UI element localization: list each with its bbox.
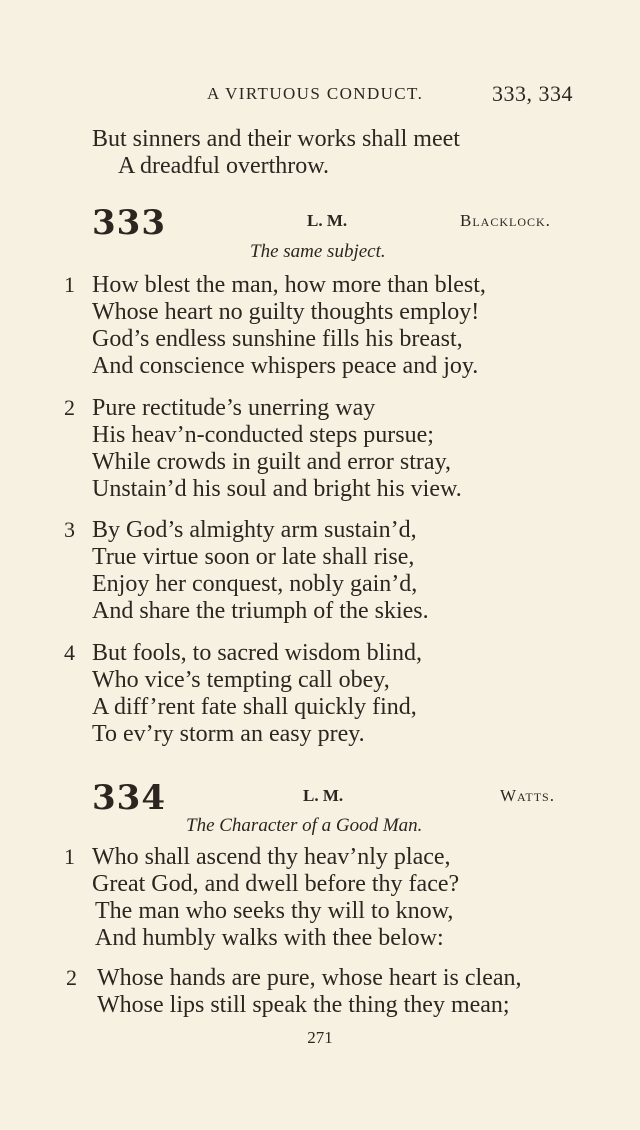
running-head	[0, 81, 640, 110]
verse-line: And humbly walks with thee below:	[95, 925, 444, 951]
hymn-meter: L. M.	[307, 211, 348, 230]
verse-line: Pure rectitude’s unerring way	[92, 395, 376, 421]
running-head-hymn-numbers: 333, 334	[492, 81, 573, 106]
page-number: 271	[307, 1028, 333, 1047]
hymn-number: 333	[92, 203, 166, 243]
verse-line: While crowds in guilt and error stray,	[92, 449, 452, 475]
hymn-heading	[0, 778, 640, 818]
verse-line: God’s endless sunshine fills his breast,	[92, 326, 463, 352]
verse-line: Enjoy her conquest, nobly gain’d,	[92, 571, 418, 597]
verse-number: 1	[64, 272, 75, 297]
verse-number: 3	[64, 517, 75, 542]
verse-line: And conscience whispers peace and joy.	[92, 353, 479, 379]
verse-line: Whose lips still speak the thing they mean;	[97, 992, 510, 1018]
verse-number: 4	[64, 640, 75, 665]
verse-number: 2	[66, 965, 77, 990]
verse-line: The man who seeks thy will to know,	[95, 898, 454, 924]
verse-line: How blest the man, how more than blest,	[92, 272, 486, 298]
verse-line: Who shall ascend thy heav’nly place,	[92, 844, 451, 870]
carryover-line: But sinners and their works shall meet	[92, 126, 460, 152]
verse-number: 2	[64, 395, 75, 420]
verse-line: By God’s almighty arm sustain’d,	[92, 517, 417, 543]
verse-line: His heav’n-conducted steps pursue;	[92, 422, 434, 448]
running-head-title: A VIRTUOUS CONDUCT.	[207, 84, 424, 103]
verse-line: Whose heart no guilty thoughts employ!	[92, 299, 480, 325]
carryover-line: A dreadful overthrow.	[118, 153, 330, 179]
verse-line: A diff’rent fate shall quickly find,	[92, 694, 417, 720]
verse-line: Unstain’d his soul and bright his view.	[92, 476, 462, 502]
verse-line: To ev’ry storm an easy prey.	[92, 721, 365, 747]
hymn-number: 334	[92, 778, 166, 818]
verse-line: Great God, and dwell before thy face?	[92, 871, 460, 897]
hymn-author: Blacklock.	[460, 211, 551, 230]
verse-line: But fools, to sacred wisdom blind,	[92, 640, 422, 666]
hymn-subject: The Character of a Good Man.	[186, 815, 423, 836]
verse-line: Whose hands are pure, whose heart is clean,	[97, 965, 522, 991]
verse-line: True virtue soon or late shall rise,	[92, 544, 415, 570]
hymn-author: Watts.	[500, 786, 555, 805]
verse-line: Who vice’s tempting call obey,	[92, 667, 390, 693]
verse-number: 1	[64, 844, 75, 869]
hymn-meter: L. M.	[303, 786, 344, 805]
verse-line: And share the triumph of the skies.	[92, 598, 429, 624]
hymn-heading	[0, 203, 640, 243]
hymn-subject: The same subject.	[250, 241, 386, 262]
